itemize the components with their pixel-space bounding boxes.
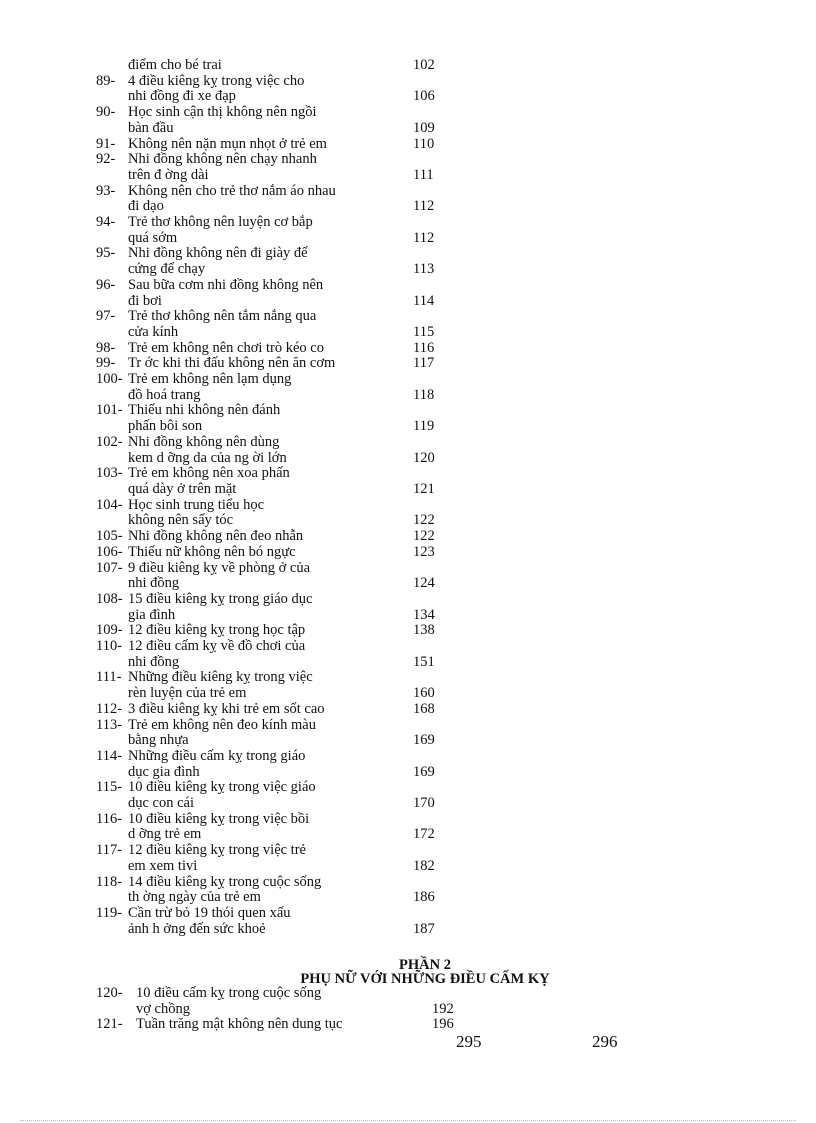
toc-entry-title: Cần trừ bỏ 19 thói quen xấu ảnh h ởng đến sức khoẻ: [128, 904, 291, 937]
toc-entry-title: 12 điều cấm kỵ về đồ chơi của nhi đồng: [128, 638, 306, 670]
toc-entry-page: 106: [413, 88, 435, 105]
page-number-left: 295: [456, 1032, 482, 1051]
toc-entry-title: Không nên nặn mụn nhọt ở trẻ em: [128, 135, 327, 152]
toc-entry: [96, 718, 456, 749]
toc-entry-title: Trẻ em không nên chơi trò kéo co: [128, 339, 324, 356]
toc-entry-title: 12 điều kiêng kỵ trong học tập: [128, 622, 306, 639]
toc-entry-number: 91-: [96, 135, 116, 152]
toc-entry-number: 102-: [96, 433, 123, 450]
toc-entry-number: 99-: [96, 355, 116, 372]
toc-entry-title: 12 điều kiêng kỵ trong việc trẻ em xem tivi: [128, 842, 306, 874]
toc-entry-number: 93-: [96, 182, 116, 199]
toc-entry: [96, 906, 456, 937]
toc-entry-title: Tuần trăng mật không nên dung tục: [136, 1016, 343, 1033]
toc-entry: [96, 812, 456, 843]
toc-entry-number: 107-: [96, 559, 123, 576]
toc-entry-title: Nhi đồng không nên đeo nhẫn: [128, 528, 304, 545]
toc-entry-number: 108-: [96, 590, 123, 607]
toc-entry: [96, 639, 456, 670]
toc-entry-page: 116: [413, 339, 435, 356]
toc-entry-page: 117: [413, 355, 435, 372]
toc-entry-number: 121-: [96, 1016, 123, 1033]
toc-entry-number: 110-: [96, 638, 123, 655]
page-number-right: 296: [592, 1032, 618, 1051]
toc-entry-title: Thiếu nhi không nên đánh phấn bôi son: [128, 402, 281, 435]
toc-entry-page: 112: [413, 198, 435, 215]
toc-entry: [96, 184, 456, 215]
toc-entry-page: 160: [413, 685, 435, 702]
toc-entry-page: 170: [413, 795, 435, 812]
toc-entry: [96, 403, 456, 434]
toc-entry-page: 122: [413, 512, 435, 529]
toc-entry-title: Những điều cấm kỵ trong giáo dục gia đình: [128, 747, 306, 780]
toc-entry: [96, 74, 456, 105]
toc-entry-number: 98-: [96, 339, 116, 356]
toc-entry-number: 106-: [96, 543, 123, 560]
toc-entry: [96, 341, 456, 357]
toc-entry-title: Những điều kiêng kỵ trong việc rèn luyện của trẻ em: [128, 669, 313, 702]
toc-entry: [96, 309, 456, 340]
toc-entry-page: 112: [413, 229, 435, 246]
toc-entry: [96, 986, 476, 1017]
toc-list-part1: [96, 58, 456, 937]
toc-entry-title: 10 điều kiêng kỵ trong việc bồi d ỡng trẻ em: [128, 810, 310, 843]
toc-entry-number: 97-: [96, 308, 116, 325]
toc-entry: [96, 702, 456, 718]
toc-entry-number: 96-: [96, 276, 116, 293]
toc-entry-number: 94-: [96, 214, 116, 231]
toc-entry-number: 92-: [96, 151, 116, 168]
toc-entry-number: 101-: [96, 402, 123, 419]
toc-entry-page: 169: [413, 763, 435, 780]
toc-entry-page: 109: [413, 119, 435, 136]
toc-entry-page: 151: [413, 653, 435, 670]
toc-entry-title: Trẻ em không nên đeo kính màu bằng nhựa: [128, 716, 316, 749]
toc-entry: [96, 137, 456, 153]
toc-entry-title: Trẻ thơ không nên luyện cơ bắp quá sớm: [128, 214, 313, 246]
toc-entry-title: Học sinh cận thị không nên ngồi bàn đầu: [128, 104, 317, 136]
toc-entry: [96, 466, 456, 497]
toc-entry-number: 103-: [96, 465, 123, 482]
toc-entry-page: 102: [413, 57, 435, 73]
toc-entry: [96, 529, 456, 545]
toc-entry-page: 187: [413, 920, 435, 937]
toc-entry-title: điểm cho bé trai: [128, 57, 222, 73]
toc-entry-page: 124: [413, 575, 435, 592]
toc-entry-number: 120-: [96, 985, 123, 1001]
toc-entry: [96, 58, 456, 74]
toc-entry-title: 9 điều kiêng kỵ về phòng ở của nhi đồng: [128, 559, 311, 592]
toc-entry: [96, 372, 456, 403]
toc-entry-number: 112-: [96, 700, 123, 717]
toc-entry: [96, 875, 456, 906]
toc-entry-title: 3 điều kiêng kỵ khi trẻ em sốt cao: [128, 700, 325, 717]
toc-entry-title: Nhi đồng không nên đi giày đế cứng để chạy: [128, 245, 308, 278]
toc-entry-number: 119-: [96, 904, 123, 921]
toc-list-part2: [96, 986, 476, 1033]
toc-entry-title: 15 điều kiêng kỵ trong giáo dục gia đình: [128, 590, 313, 623]
part-title: PHỤ NỮ VỚI NHỮNG ĐIỀU CẤM KỴ: [300, 971, 550, 987]
toc-entry: [96, 498, 456, 529]
toc-entry-page: 114: [413, 292, 435, 309]
toc-entry-page: 110: [413, 135, 435, 152]
toc-entry-page: 123: [413, 543, 435, 560]
toc-entry-page: 168: [413, 700, 435, 717]
toc-entry-title: 14 điều kiêng kỵ trong cuộc sống th ờng ngày của trẻ em: [128, 873, 322, 906]
toc-entry-number: 118-: [96, 873, 123, 890]
part-number: PHẦN 2: [399, 957, 451, 973]
toc-entry: [96, 215, 456, 246]
toc-entry-number: 100-: [96, 371, 123, 388]
toc-entry: [96, 1017, 476, 1033]
toc-entry-page: 115: [413, 323, 435, 340]
toc-entry-title: Sau bữa cơm nhi đồng không nên đi bơi: [128, 276, 324, 309]
toc-entry: [96, 152, 456, 183]
toc-entry-title: Trẻ thơ không nên tắm nắng qua cửa kính: [128, 308, 317, 340]
toc-entry-number: 113-: [96, 716, 123, 733]
toc-entry-page: 111: [413, 166, 434, 183]
toc-entry-title: Không nên cho trẻ thơ nắm áo nhau đi dạo: [128, 182, 336, 215]
toc-entry: [96, 356, 456, 372]
part-heading: [260, 958, 590, 986]
toc-entry-number: 117-: [96, 842, 123, 859]
toc-entry-page: 182: [413, 857, 435, 874]
page-edge-divider: [20, 1120, 796, 1121]
toc-entry-page: 186: [413, 889, 435, 906]
toc-entry: [96, 749, 456, 780]
toc-entry-number: 109-: [96, 622, 123, 639]
toc-entry-title: 10 điều cấm kỵ trong cuộc sống vợ chồng: [136, 985, 322, 1017]
toc-entry-page: 192: [432, 1000, 454, 1017]
toc-entry-title: Nhi đồng không nên dùng kem d ỡng da của ng ời lớn: [128, 433, 287, 466]
toc-entry-number: 95-: [96, 245, 116, 262]
toc-entry: [96, 670, 456, 701]
toc-entry-title: 4 điều kiêng kỵ trong việc cho nhi đồng đi xe đạp: [128, 72, 305, 105]
toc-entry: [96, 435, 456, 466]
toc-entry-page: 172: [413, 826, 435, 843]
toc-entry-number: 105-: [96, 528, 123, 545]
toc-entry: [96, 105, 456, 136]
toc-entry-number: 104-: [96, 496, 123, 513]
toc-entry-page: 134: [413, 606, 435, 623]
toc-entry-page: 120: [413, 449, 435, 466]
toc-entry: [96, 278, 456, 309]
toc-entry-number: 89-: [96, 72, 116, 89]
toc-entry-number: 111-: [96, 669, 122, 686]
toc-entry-title: Trẻ em không nên xoa phấn quá dày ở trên mặt: [128, 465, 290, 497]
toc-entry-page: 113: [413, 261, 435, 278]
toc-entry-number: [96, 58, 128, 74]
toc-entry-page: 169: [413, 732, 435, 749]
toc-entry-page: 121: [413, 480, 435, 497]
toc-entry-title: Nhi đồng không nên chạy nhanh trên đ ờng dài: [128, 151, 317, 183]
toc-entry-title: Tr ớc khi thi đấu không nên ăn cơm: [128, 355, 336, 372]
toc-entry-number: 90-: [96, 104, 116, 121]
toc-entry-number: 114-: [96, 747, 123, 764]
toc-entry-number: 115-: [96, 779, 123, 796]
toc-entry: [96, 561, 456, 592]
toc-entry-page: 138: [413, 622, 435, 639]
toc-entry-title: Trẻ em không nên lạm dụng đồ hoá trang: [128, 371, 292, 403]
toc-entry: [96, 246, 456, 277]
toc-entry-page: 122: [413, 528, 435, 545]
toc-entry: [96, 592, 456, 623]
toc-entry-title: Thiếu nữ không nên bó ngực: [128, 543, 296, 560]
toc-entry: [96, 780, 456, 811]
toc-entry-page: 196: [432, 1016, 454, 1033]
toc-entry-title: Học sinh trung tiểu học không nên sấy tóc: [128, 496, 265, 529]
toc-entry: [96, 623, 456, 639]
toc-entry-page: 118: [413, 386, 435, 403]
toc-entry-number: 116-: [96, 810, 123, 827]
toc-entry-page: 119: [413, 418, 435, 435]
toc-entry: [96, 843, 456, 874]
toc-entry-title: 10 điều kiêng kỵ trong việc giáo dục con cái: [128, 779, 316, 812]
toc-entry: [96, 545, 456, 561]
